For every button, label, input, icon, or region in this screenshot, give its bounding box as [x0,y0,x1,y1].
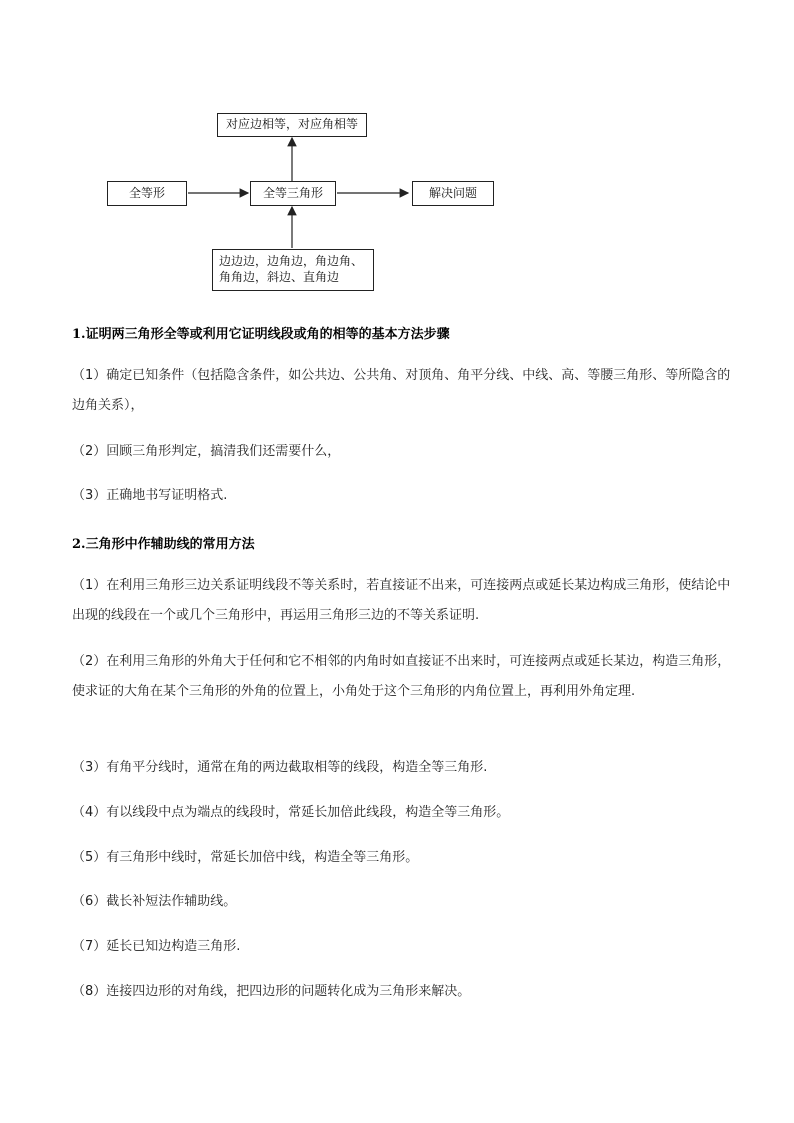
box-congruent-triangle-text: 全等三角形 [262,185,323,200]
box-corresponding-equal-text: 对应边相等，对应角相等 [225,117,358,132]
box-criteria-line1: 边边边，边角边，角边角、 [219,254,364,269]
section2-item-1: （1）在利用三角形三边关系证明线段不等关系时，若直接证不出来，可连接两点或延长某边构成三角形，使结论中出现的线段在一个或几个三角形中，再运用三角形三边的不等关系证明. [72,578,731,623]
box-solve-problem [412,181,494,206]
box-solve-problem-text: 解决问题 [428,185,477,200]
box-criteria [212,249,374,291]
section1-item-3: （3）正确地书写证明格式. [72,488,228,503]
section2-item-7: （7）延长已知边构造三角形. [72,939,241,954]
box-criteria-line2: 角角边，斜边、直角边 [219,270,340,284]
box-congruent-figure [107,181,187,206]
concept-diagram [100,108,500,298]
section2-item-6: （6）截长补短法作辅助线。 [72,894,237,909]
section2-item-3: （3）有角平分线时，通常在角的两边截取相等的线段，构造全等三角形. [72,760,488,775]
box-corresponding-equal [217,113,367,137]
section2-heading: 2.三角形中作辅助线的常用方法 [72,537,255,552]
section2-item-4: （4）有以线段中点为端点的线段时，常延长加倍此线段，构造全等三角形。 [72,805,510,820]
section1-item-2: （2）回顾三角形判定，搞清我们还需要什么， [72,444,341,459]
box-congruent-figure-text: 全等形 [128,185,165,200]
section2-item-5: （5）有三角形中线时，常延长加倍中线，构造全等三角形。 [72,850,419,865]
section1-item-1: （1）确定已知条件（包括隐含条件，如公共边、公共角、对顶角、角平分线、中线、高、等腰三角形、等所隐含的边角关系）， [72,368,731,413]
box-congruent-triangle [250,181,336,206]
section2-item-2: （2）在利用三角形的外角大于任何和它不相邻的内角时如直接证不出来时，可连接两点或延长某边，构造三角形，使求证的大角在某个三角形的外角的位置上，小角处于这个三角形的内角位置上，再利用外角定理. [72,654,731,699]
section1-heading: 1.证明两三角形全等或利用它证明线段或角的相等的基本方法步骤 [72,327,450,342]
section2-item-8: （8）连接四边形的对角线，把四边形的问题转化成为三角形来解决。 [72,984,471,999]
